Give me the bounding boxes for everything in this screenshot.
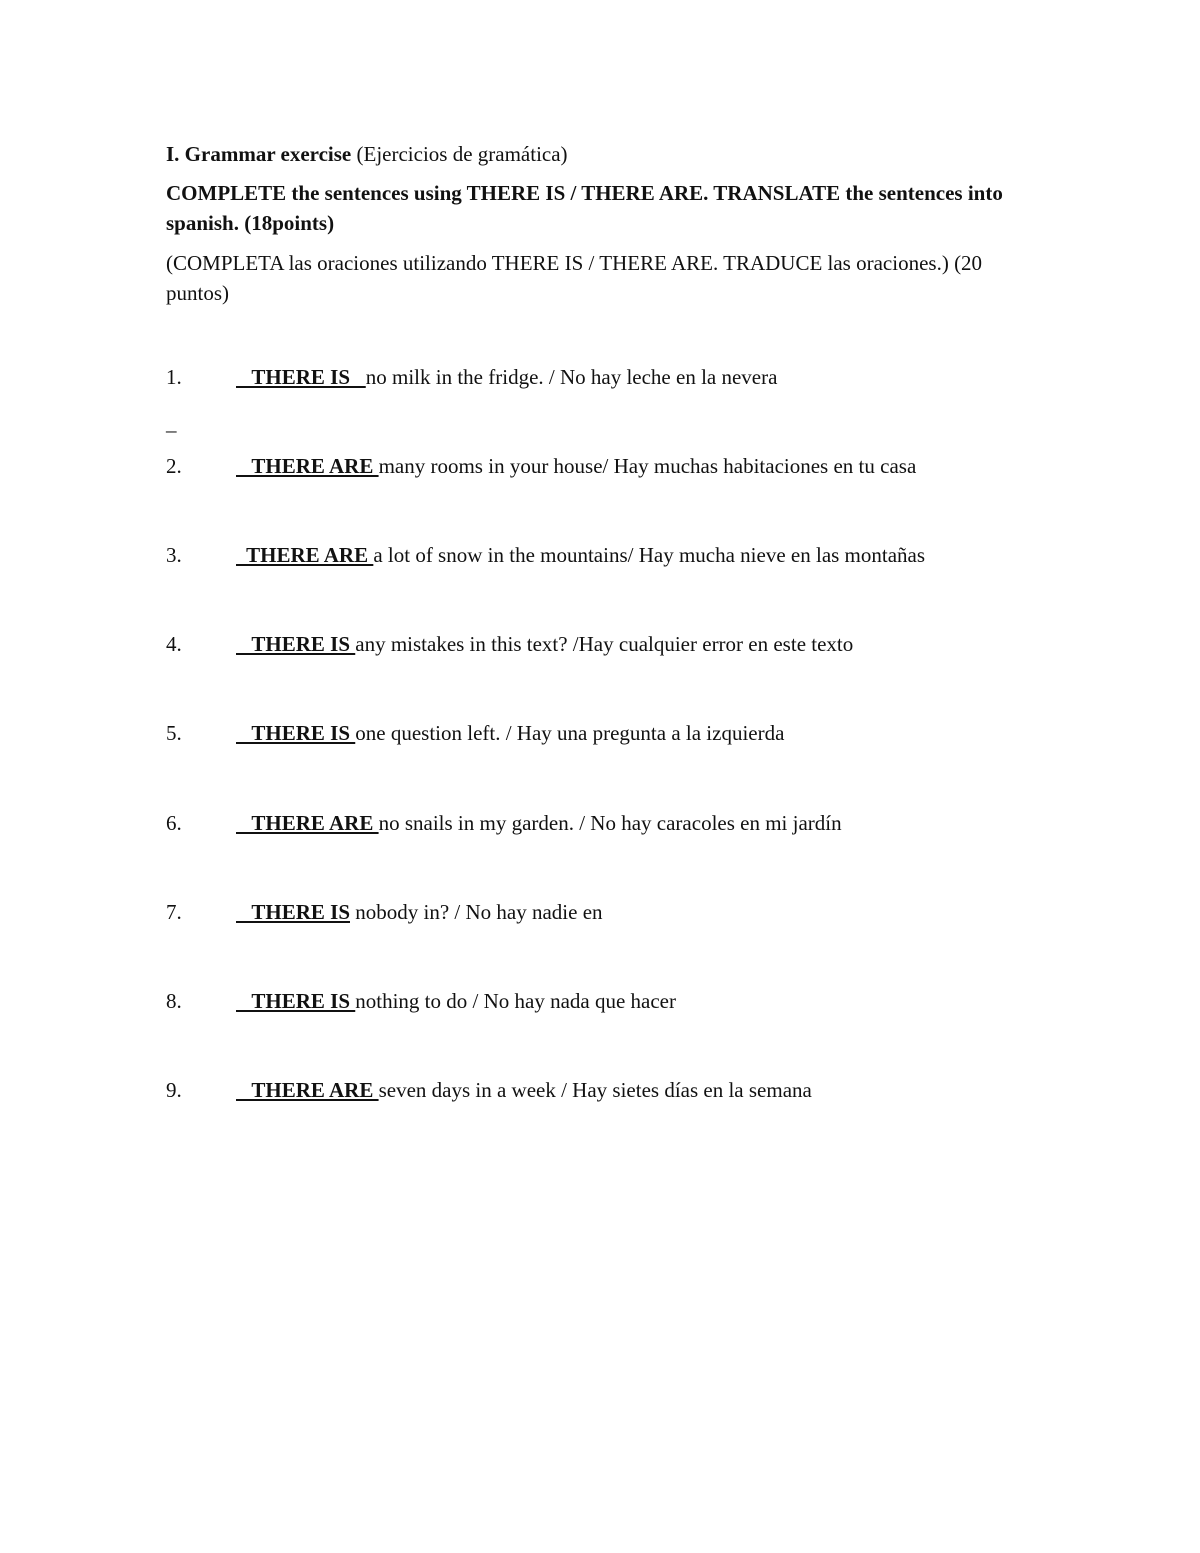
item-sentence: [236, 897, 603, 927]
item-sentence: [236, 362, 777, 392]
item-answer: THERE IS: [236, 721, 356, 745]
instructions-english: COMPLETE the sentences using THERE IS / THERE ARE. TRANSLATE the sentences into spanish. (18points): [166, 181, 1003, 235]
item-answer: THERE IS: [236, 989, 356, 1013]
item-text: nothing to do / No hay nada que hacer: [355, 989, 676, 1013]
item-number: 5.: [166, 721, 182, 745]
item-answer: THERE ARE: [236, 543, 374, 567]
item-number: 4.: [166, 632, 182, 656]
item-text: many rooms in your house/ Hay muchas habitaciones en tu casa: [378, 454, 917, 478]
section-title-translation: (Ejercicios de gramática): [351, 142, 568, 166]
item-number: 9.: [166, 1078, 182, 1102]
item-text: no milk in the fridge. / No hay leche en la nevera: [365, 365, 778, 389]
item-text: no snails in my garden. / No hay caracoles en mi jardín: [378, 811, 842, 835]
item-sentence: [236, 629, 853, 659]
item-text: a lot of snow in the mountains/ Hay mucha nieve en las montañas: [373, 543, 926, 567]
item-answer: THERE ARE: [236, 1078, 379, 1102]
section-heading: [166, 140, 568, 168]
item-sentence: [236, 540, 925, 570]
item-number: 7.: [166, 900, 182, 924]
item-text: nobody in? / No hay nadie en: [350, 900, 603, 924]
item-answer: THERE ARE: [236, 454, 379, 478]
item-answer: THERE IS: [236, 900, 350, 924]
instructions-spanish: (COMPLETA las oraciones utilizando THERE IS / THERE ARE. TRADUCE las oraciones.) (20 puntos): [166, 251, 983, 305]
item-answer: THERE IS: [236, 365, 366, 389]
item-number: 3.: [166, 543, 182, 567]
item-sentence: [236, 1075, 812, 1105]
item-sentence: [236, 808, 842, 838]
item-number: 6.: [166, 811, 182, 835]
item-sentence: [236, 718, 784, 748]
stray-underscore: _: [166, 411, 177, 435]
item-answer: THERE IS: [236, 632, 356, 656]
item-sentence: [236, 451, 916, 481]
item-number: 2.: [166, 454, 182, 478]
item-text: one question left. / Hay una pregunta a la izquierda: [355, 721, 785, 745]
section-title: I. Grammar exercise: [166, 142, 352, 166]
item-sentence: [236, 986, 676, 1016]
item-text: seven days in a week / Hay sietes días en la semana: [378, 1078, 812, 1102]
item-number: 8.: [166, 989, 182, 1013]
item-answer: THERE ARE: [236, 811, 379, 835]
item-number: 1.: [166, 365, 182, 389]
item-text: any mistakes in this text? /Hay cualquier error en este texto: [355, 632, 854, 656]
